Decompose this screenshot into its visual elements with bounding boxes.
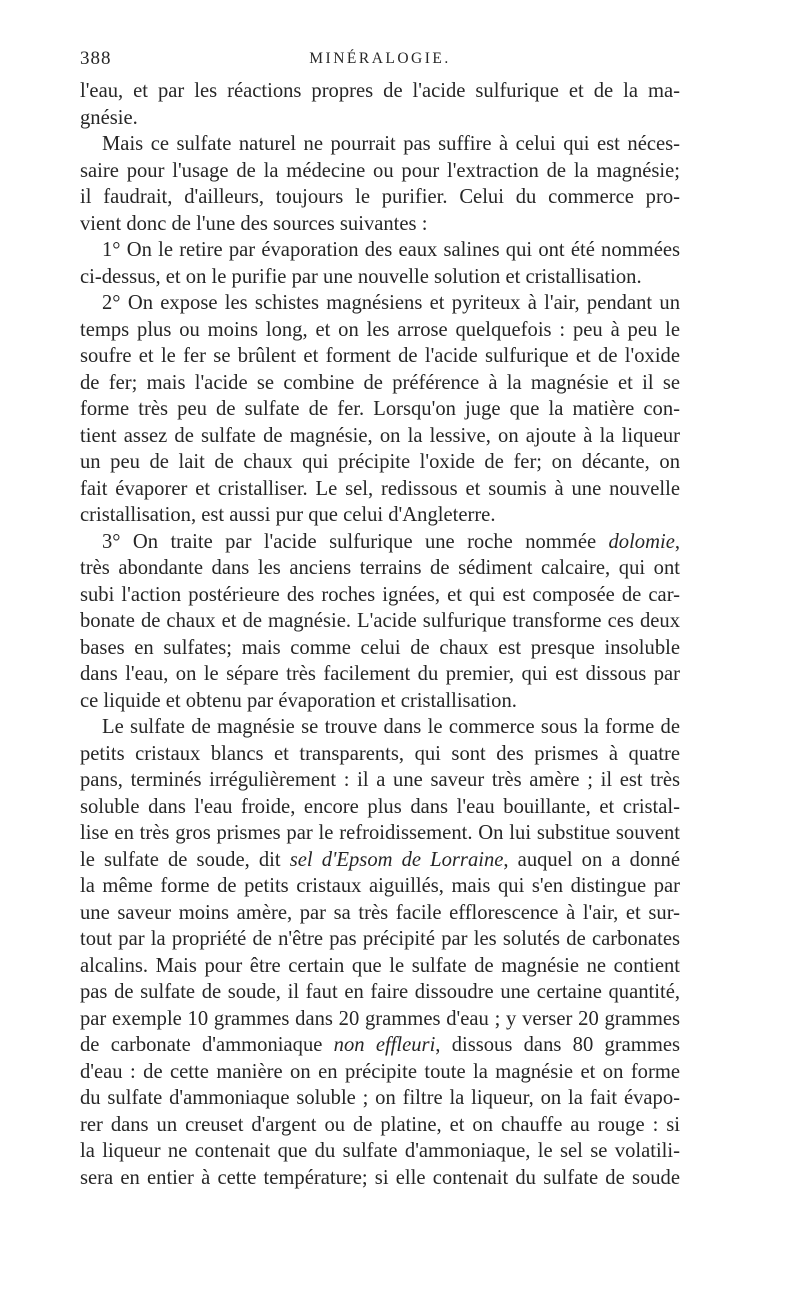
text-line (80, 820, 680, 847)
line-text: Le sulfate de magnésie se trouve dans le commerce sous la forme de (102, 716, 680, 738)
line-text: il faudrait, d'ailleurs, toujours le purifier. Celui du commerce pro- (80, 186, 680, 208)
line-text: alcalins. Mais pour être certain que le sulfate de magnésie ne contient (80, 954, 680, 977)
text-line (80, 900, 680, 927)
text-line (80, 264, 680, 291)
line-text: forme très peu de sulfate de fer. Lorsqu'on juge que la matière con- (80, 398, 680, 420)
text-line (80, 555, 680, 582)
line-text: rer dans un creuset d'argent ou de platine, et on chauffe au rouge : si (80, 1113, 680, 1136)
book-page (80, 44, 680, 1191)
text-line (80, 1085, 680, 1112)
line-text: petits cristaux blancs et transparents, qui sont des prismes à quatre (80, 742, 680, 765)
line-text: le sulfate de soude, dit (80, 848, 290, 871)
text-line (80, 529, 680, 556)
line-text: gnésie. (80, 106, 138, 129)
text-line (80, 423, 680, 450)
italic-term: dolomie (608, 530, 675, 553)
text-line (80, 502, 680, 529)
line-text: la liqueur ne contenait que du sulfate d'ammoniaque, le sel se volatili- (80, 1140, 680, 1162)
line-text: l'eau, et par les réactions propres de l'acide sulfurique et de la ma- (80, 80, 680, 102)
line-text: soluble dans l'eau froide, encore plus dans l'eau bouillante, et cristal- (80, 795, 680, 818)
line-text: bonate de chaux et de magnésie. L'acide sulfurique transforme ces deux (80, 610, 680, 632)
line-text: un peu de lait de chaux qui précipite l'oxide de fer; on décante, on (80, 451, 680, 473)
line-text: Mais ce sulfate naturel ne pourrait pas suffire à celui qui est néces- (102, 133, 680, 155)
text-line (80, 237, 680, 264)
text-line (80, 794, 680, 821)
line-text: 1° On le retire par évaporation des eaux salines qui ont été nommées (102, 239, 680, 261)
italic-term: non effleuri (333, 1034, 436, 1056)
line-text: de carbonate d'ammoniaque (80, 1034, 334, 1056)
text-line (80, 979, 680, 1006)
text-line (80, 847, 680, 874)
text-line (80, 661, 680, 688)
running-title: MINÉRALOGIE. (309, 50, 451, 67)
line-text-continued: , auquel on a donné (503, 848, 680, 871)
text-line (80, 688, 680, 715)
line-text: tient assez de sulfate de magnésie, on la lessive, on ajoute à la liqueur (80, 424, 680, 447)
text-line (80, 317, 680, 344)
text-line (80, 741, 680, 768)
text-line (80, 184, 680, 211)
line-text: une saveur moins amère, par sa très facile efflorescence à l'air, et sur- (80, 901, 680, 924)
line-text: tout par la propriété de n'être pas précipité par les solutés de carbonates (80, 928, 680, 950)
line-text: par exemple 10 grammes dans 20 grammes d'eau ; y verser 20 grammes (80, 1007, 680, 1030)
text-line (80, 476, 680, 503)
line-text: saire pour l'usage de la médecine ou pour l'extraction de la magnésie; (80, 159, 680, 182)
running-head (80, 44, 680, 78)
line-text: de fer; mais l'acide se combine de préférence à la magnésie et il se (80, 371, 680, 394)
text-line (80, 714, 680, 741)
line-text: temps plus ou moins long, et on les arrose quelquefois : peu à peu le (80, 318, 680, 341)
line-text: dans l'eau, on le sépare très facilement du premier, qui est dissous par (80, 663, 680, 685)
line-text: très abondante dans les anciens terrains de sédiment calcaire, qui ont (80, 557, 680, 579)
text-line (80, 1165, 680, 1192)
line-text: d'eau : de cette manière on en précipite toute la magnésie et on forme (80, 1060, 680, 1083)
text-line (80, 290, 680, 317)
text-line (80, 1138, 680, 1165)
text-line (80, 953, 680, 980)
line-text: du sulfate d'ammoniaque soluble ; on filtre la liqueur, on la fait évapo- (80, 1087, 680, 1109)
line-text: vient donc de l'une des sources suivantes : (80, 212, 428, 235)
line-text: cristallisation, est aussi pur que celui d'Angleterre. (80, 504, 496, 526)
text-line (80, 767, 680, 794)
line-text: subi l'action postérieure des roches ignées, et qui est composée de car- (80, 583, 680, 606)
text-line (80, 1032, 680, 1059)
text-line (80, 105, 680, 132)
page-number: 388 (80, 48, 112, 69)
text-line (80, 926, 680, 953)
line-text: pans, terminés irrégulièrement : il a une saveur très amère ; il est très (80, 769, 680, 791)
line-text: fait évaporer et cristalliser. Le sel, redissous et soumis à une nouvelle (80, 477, 680, 500)
line-text: ce liquide et obtenu par évaporation et cristallisation. (80, 689, 517, 712)
text-line (80, 635, 680, 662)
line-text: pas de sulfate de soude, il faut en faire dissoudre une certaine quantité, (80, 981, 680, 1003)
text-line (80, 449, 680, 476)
line-text: sera en entier à cette température; si elle contenait du sulfate de soude (80, 1166, 680, 1189)
text-line (80, 343, 680, 370)
text-line (80, 396, 680, 423)
text-line (80, 1006, 680, 1033)
line-text: ci-dessus, et on le purifie par une nouvelle solution et cristallisation. (80, 265, 642, 288)
body-text (80, 78, 680, 1191)
line-text: soufre et le fer se brûlent et forment de l'acide sulfurique et de l'oxide (80, 345, 680, 367)
text-line (80, 873, 680, 900)
italic-term: sel d'Epsom de Lorraine (289, 848, 504, 871)
text-line (80, 211, 680, 238)
line-text: la même forme de petits cristaux aiguillés, mais qui s'en distingue par (80, 875, 680, 897)
text-line (80, 158, 680, 185)
line-text: lise en très gros prismes par le refroidissement. On lui substitue souvent (80, 822, 680, 844)
text-line (80, 1112, 680, 1139)
line-text: bases en sulfates; mais comme celui de chaux est presque insoluble (80, 636, 680, 659)
text-line (80, 78, 680, 105)
text-line (80, 131, 680, 158)
line-text-continued: , (674, 530, 680, 553)
line-text-continued: , dissous dans 80 grammes (435, 1034, 680, 1056)
text-line (80, 1059, 680, 1086)
text-line (80, 370, 680, 397)
line-text: 2° On expose les schistes magnésiens et pyriteux à l'air, pendant un (102, 292, 680, 314)
text-line (80, 582, 680, 609)
text-line (80, 608, 680, 635)
line-text: 3° On traite par l'acide sulfurique une roche nommée (102, 530, 609, 553)
